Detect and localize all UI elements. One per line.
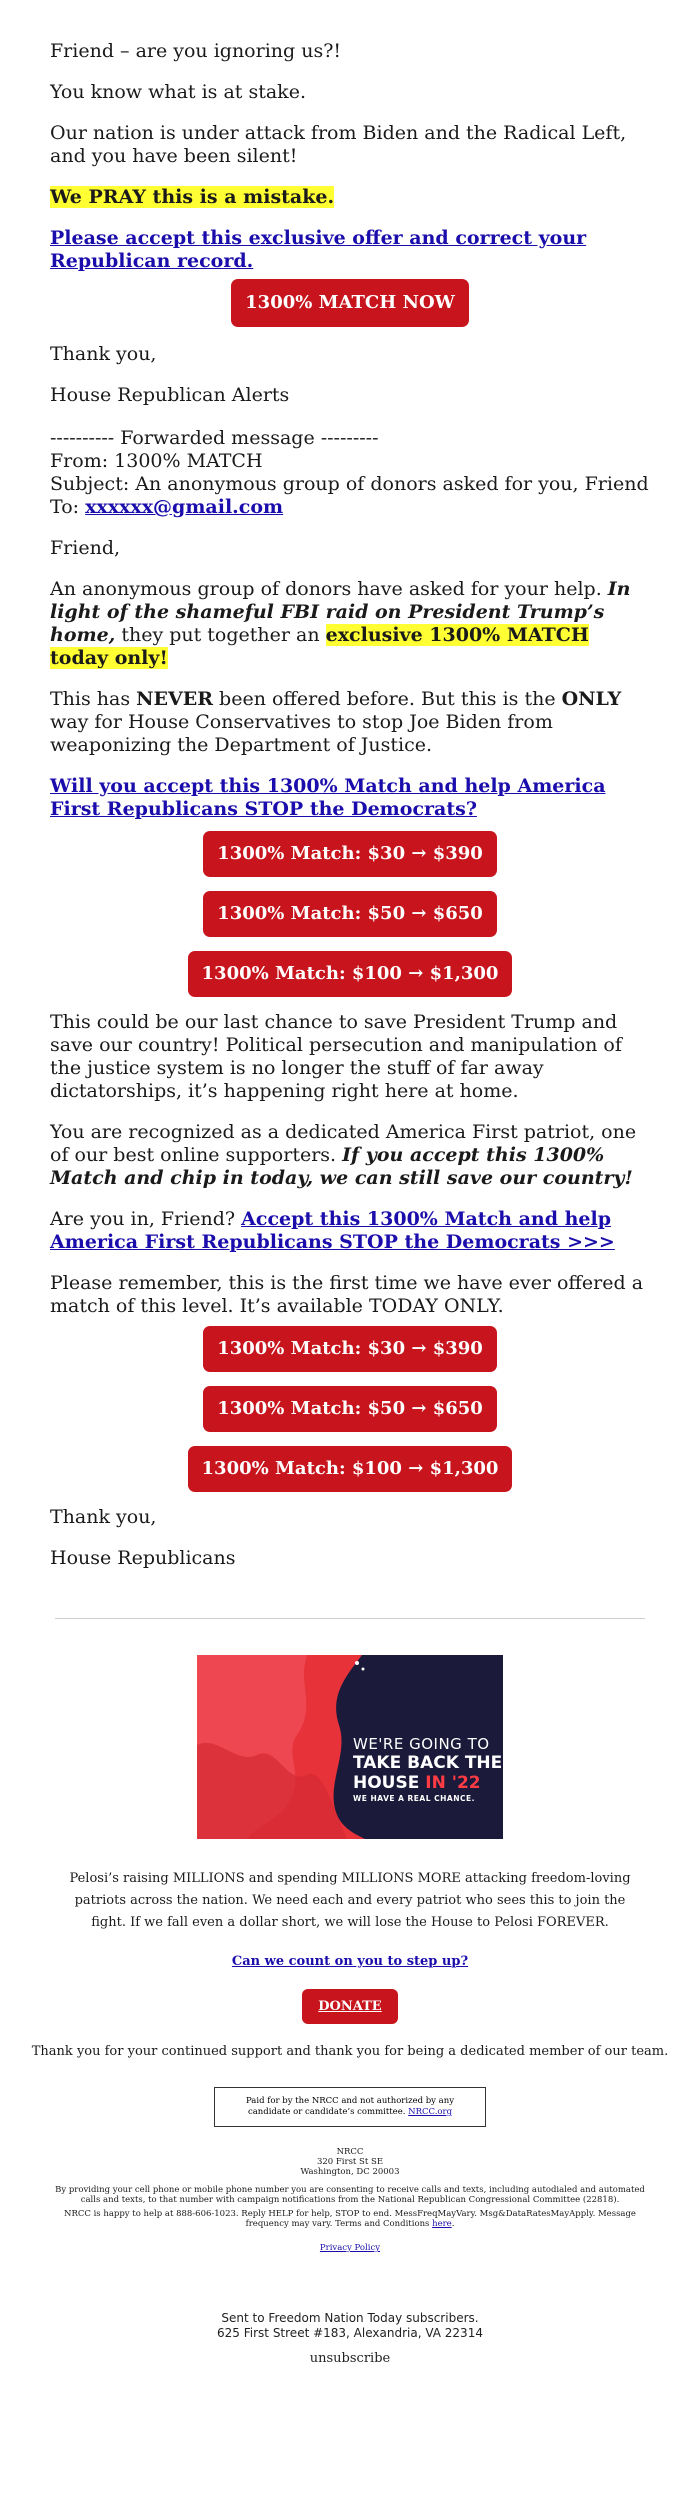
sent-to bbox=[0, 2311, 700, 2341]
accept-offer-link[interactable]: Please accept this exclusive offer and correct your Republican record. bbox=[50, 227, 587, 272]
fwd-from: From: 1300% MATCH bbox=[50, 450, 263, 472]
thank-you: Thank you, bbox=[50, 343, 157, 365]
match-50-button-2[interactable]: 1300% Match: $50 → $650 bbox=[203, 1386, 497, 1432]
sent-to-line: Sent to Freedom Nation Today subscribers. bbox=[221, 2311, 479, 2325]
nrcc-address bbox=[0, 2147, 700, 2177]
footer bbox=[0, 1618, 700, 2366]
friend-salutation: Friend, bbox=[50, 537, 121, 559]
donate-button[interactable]: DONATE bbox=[302, 1989, 397, 2024]
match-50-wrap bbox=[50, 891, 650, 937]
legal-help: NRCC is happy to help at 888-606-1023. Reply HELP for help, STOP to end. MessFreqMayVary. Msg&DataRatesMayApply. Message frequency may vary. Terms and Conditions here. bbox=[64, 2209, 636, 2229]
email-body bbox=[50, 0, 650, 1570]
legal-help-text: NRCC is happy to help at 888-606-1023. Reply HELP for help, STOP to end. MessFreqMayVary. Msg&DataRatesMayApply. Message frequency may vary. Terms and Conditions bbox=[64, 2209, 636, 2229]
are-you-in-paragraph bbox=[50, 1208, 650, 1254]
stake-line: You know what is at stake. bbox=[50, 81, 306, 103]
match-100-wrap-2 bbox=[50, 1446, 650, 1492]
anon-text-1: An anonymous group of donors have asked for your help. bbox=[50, 578, 608, 600]
banner-line-2: TAKE BACK THE bbox=[353, 1753, 503, 1773]
match-now-wrap bbox=[50, 279, 650, 327]
fwd-to bbox=[50, 496, 650, 519]
paid-for-box bbox=[214, 2087, 486, 2127]
match-buttons-group-1 bbox=[50, 831, 650, 877]
never-text-1: This has bbox=[50, 688, 137, 710]
match-now-button[interactable]: 1300% MATCH NOW bbox=[231, 279, 469, 327]
accept-paragraph bbox=[50, 227, 650, 273]
fwd-to-email-link[interactable]: xxxxxx@gmail.com bbox=[85, 496, 284, 518]
thanks-team: Thank you for your continued support and thank you for being a dedicated member of our team. bbox=[31, 2044, 669, 2059]
anon-text-2: they put together an bbox=[115, 624, 326, 646]
count-on-link[interactable]: Can we count on you to step up? bbox=[231, 1954, 469, 1969]
banner-line-1: WE'RE GOING TO bbox=[353, 1735, 490, 1753]
addr-line-1: NRCC bbox=[336, 2147, 364, 2157]
addr-line-3: Washington, DC 20003 bbox=[300, 2167, 400, 2177]
match-100-button-2[interactable]: 1300% Match: $100 → $1,300 bbox=[188, 1446, 513, 1492]
banner-line-3 bbox=[353, 1773, 503, 1793]
take-back-house-banner[interactable] bbox=[197, 1655, 503, 1839]
forwarded-block bbox=[50, 427, 650, 519]
banner-wrap bbox=[0, 1655, 700, 1844]
match-100-wrap bbox=[50, 951, 650, 997]
match-50-button[interactable]: 1300% Match: $50 → $650 bbox=[203, 891, 497, 937]
fwd-to-label: To: bbox=[50, 496, 86, 518]
nrcc-link[interactable]: NRCC.org bbox=[408, 2107, 453, 2117]
attack-paragraph: Our nation is under attack from Biden and the Radical Left, and you have been silent! bbox=[50, 122, 627, 167]
pray-line bbox=[50, 186, 650, 209]
paid-for-text: Paid for by the NRCC and not authorized by any candidate or candidate’s committee. bbox=[245, 2096, 455, 2117]
anonymous-paragraph bbox=[50, 578, 650, 670]
privacy-policy-link[interactable]: Privacy Policy bbox=[319, 2243, 381, 2253]
anon-italic: In light of the shameful FBI raid on President Trump’s home, bbox=[50, 578, 631, 646]
banner-line-3b: IN '22 bbox=[425, 1773, 481, 1793]
anon-highlight: exclusive 1300% MATCH today only! bbox=[50, 624, 589, 669]
match-30-button-2[interactable]: 1300% Match: $30 → $390 bbox=[203, 1326, 497, 1372]
will-you-link[interactable]: Will you accept this 1300% Match and help America First Republicans STOP the Democrats? bbox=[50, 775, 606, 820]
pelosi-paragraph: Pelosi’s raising MILLIONS and spending MILLIONS MORE attacking freedom-loving patriots across the nation. We need each and every patriot who sees this to join the fight. If we fall even a dollar short, we will lose the House to Pelosi FOREVER. bbox=[69, 1871, 631, 1930]
are-you-in-link[interactable]: Accept this 1300% Match and help America First Republicans STOP the Democrats >>> bbox=[50, 1208, 615, 1253]
are-you-in-text: Are you in, Friend? bbox=[50, 1208, 242, 1230]
donate-wrap bbox=[0, 1989, 700, 2024]
last-chance-paragraph: This could be our last chance to save President Trump and save our country! Political persecution and manipulation of the justice system is no longer the stuff of far away dictatorships, it’s happening right here at home. bbox=[50, 1011, 622, 1102]
recognized-paragraph bbox=[50, 1121, 650, 1190]
match-50-wrap-2 bbox=[50, 1386, 650, 1432]
remember-paragraph: Please remember, this is the first time we have ever offered a match of this level. It’s available TODAY ONLY. bbox=[50, 1272, 644, 1317]
addr-line-2: 320 First St SE bbox=[316, 2157, 384, 2167]
unsubscribe-link[interactable]: unsubscribe bbox=[309, 2351, 391, 2366]
divider bbox=[55, 1618, 645, 1619]
match-30-button[interactable]: 1300% Match: $30 → $390 bbox=[203, 831, 497, 877]
fwd-header: ---------- Forwarded message --------- bbox=[50, 427, 379, 449]
privacy-wrap bbox=[0, 2243, 700, 2253]
sender-name: House Republican Alerts bbox=[50, 384, 290, 406]
recognized-text: You are recognized as a dedicated America First patriot, one of our best online supporters. bbox=[50, 1121, 637, 1166]
count-on-wrap bbox=[0, 1954, 700, 1969]
banner-text bbox=[353, 1735, 503, 1805]
only-bold: ONLY bbox=[561, 688, 622, 710]
recognized-bold: If you accept this 1300% Match and chip in today, we can still save our country! bbox=[50, 1144, 633, 1189]
match-buttons-group-2 bbox=[50, 1326, 650, 1372]
thank-you-2: Thank you, bbox=[50, 1506, 157, 1528]
banner-line-3a: HOUSE bbox=[353, 1773, 426, 1793]
never-bold: NEVER bbox=[136, 688, 214, 710]
never-paragraph bbox=[50, 688, 650, 757]
match-100-button[interactable]: 1300% Match: $100 → $1,300 bbox=[188, 951, 513, 997]
signoff: House Republicans bbox=[50, 1547, 236, 1569]
terms-link[interactable]: here bbox=[432, 2219, 452, 2229]
never-text-3: way for House Conservatives to stop Joe Biden from weaponizing the Department of Justice. bbox=[50, 711, 553, 756]
pray-highlight: We PRAY this is a mistake. bbox=[50, 186, 335, 208]
will-you-paragraph bbox=[50, 775, 650, 821]
never-text-2: been offered before. But this is the bbox=[213, 688, 562, 710]
fwd-subject: Subject: An anonymous group of donors asked for you, Friend bbox=[50, 473, 649, 495]
legal-consent: By providing your cell phone or mobile phone number you are consenting to receive calls and texts, including autodialed and automated calls and texts, to that number with campaign notifications from the National Republican Congressional Committee (22818). bbox=[55, 2185, 645, 2205]
sent-address: 625 First Street #183, Alexandria, VA 22314 bbox=[217, 2326, 483, 2340]
banner-line-4: WE HAVE A REAL CHANCE. bbox=[353, 1794, 475, 1803]
greeting: Friend – are you ignoring us?! bbox=[50, 40, 342, 62]
